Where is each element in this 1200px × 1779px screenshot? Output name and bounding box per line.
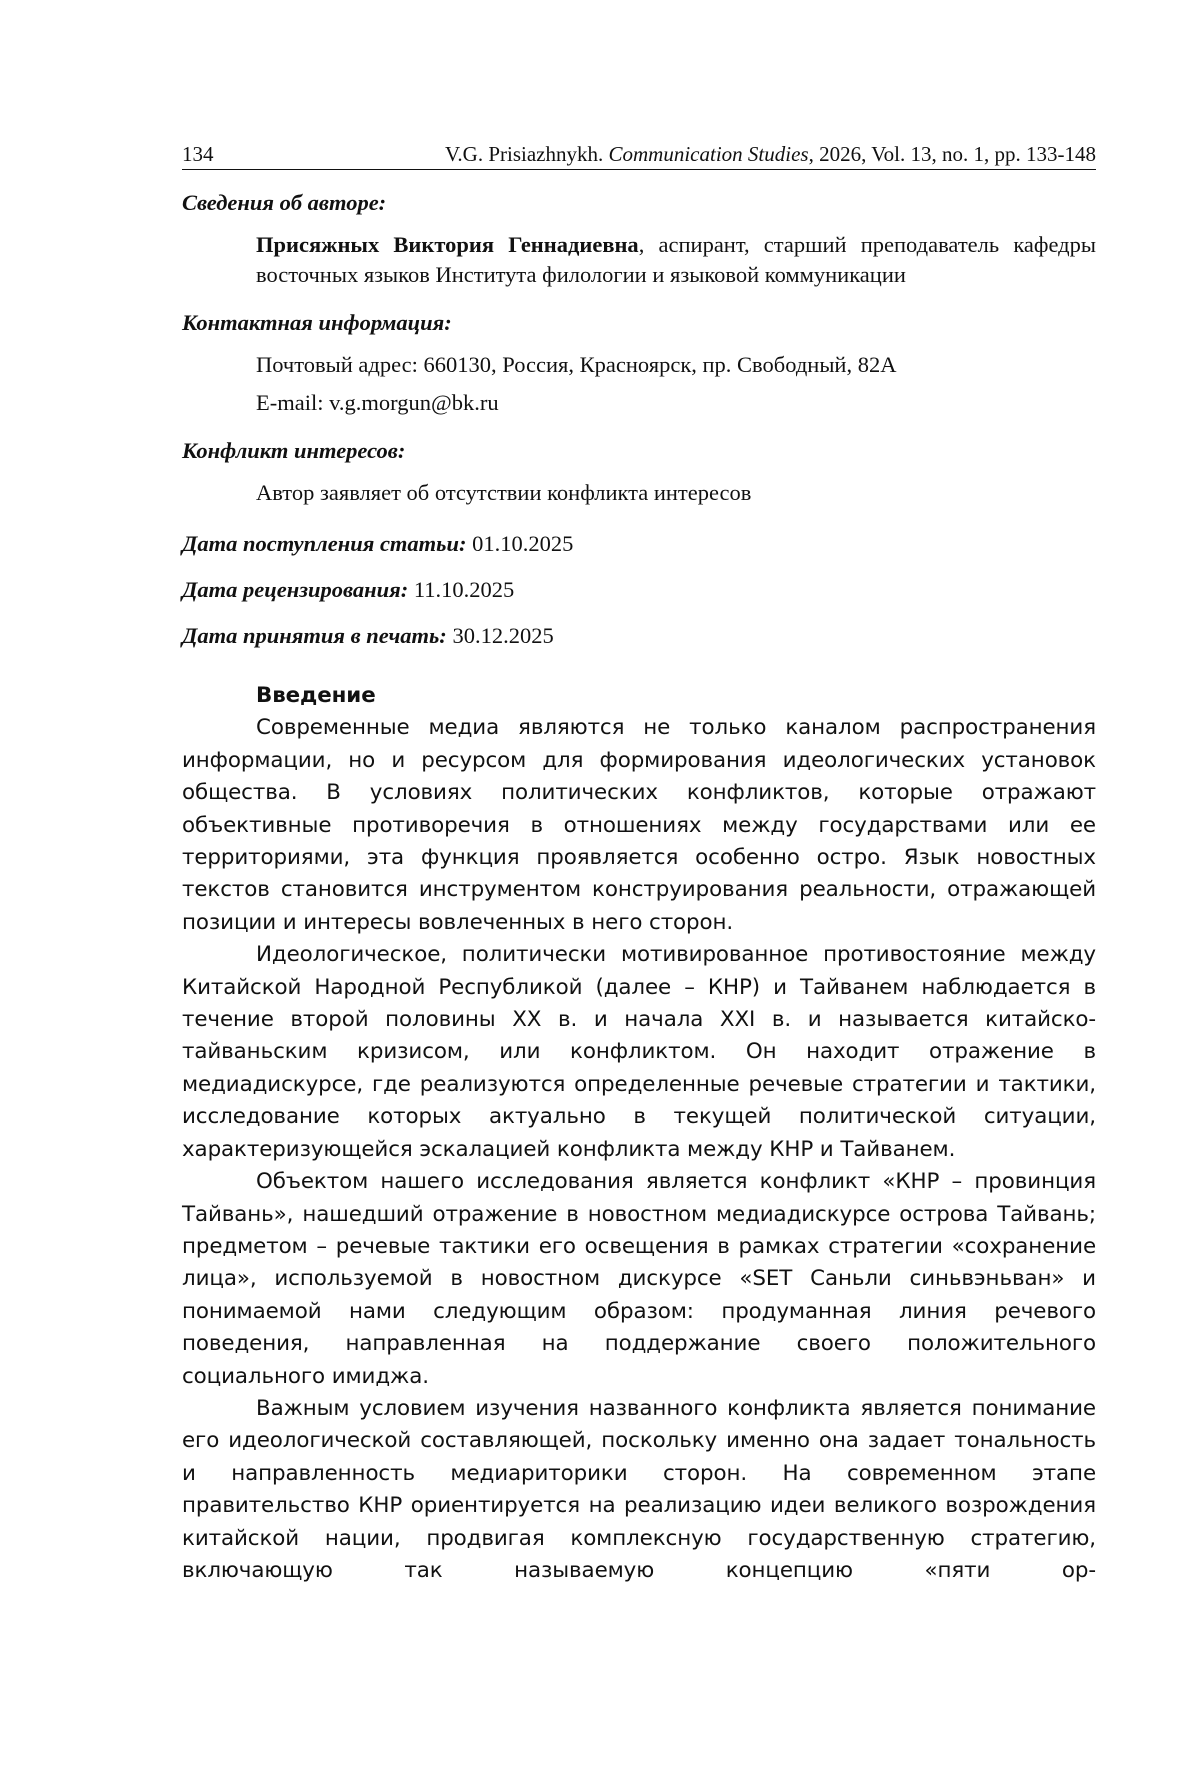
date-received-value: 01.10.2025 — [466, 531, 574, 556]
page — [182, 140, 1096, 1587]
postal-address: Почтовый адрес: 660130, Россия, Красноярск, пр. Свободный, 82А — [256, 352, 897, 377]
paragraph: Современные медиа являются не только каналом распространения информации, но и ресурсом для формирования идеологических установок общества. В условиях политических конфликтов, которые отражают объективные противоречия в отношениях между государствами или ее территориями, эта функция проявляется особенно остро. Язык новостных текстов становится инструментом конструирования реальности, отражающей позиции и интересы вовлеченных в него сторон. — [182, 715, 1096, 935]
introduction-section — [182, 680, 1096, 1587]
author-info-heading: Сведения об авторе: — [182, 190, 387, 215]
conflict-statement: Автор заявляет об отсутствии конфликта интересов — [256, 480, 752, 505]
date-reviewed-label: Дата рецензирования: — [182, 577, 409, 602]
section-title: Введение — [256, 683, 376, 708]
author-description: , аспирант, старший преподаватель кафедры восточных языков Института филологии и языковой коммуникации — [256, 232, 1096, 287]
email-address: E-mail: v.g.morgun@bk.ru — [256, 390, 499, 415]
date-accepted — [182, 620, 1096, 652]
paragraph: Важным условием изучения названного конфликта является понимание его идеологической составляющей, поскольку именно она задает тональность и направленность медиариторики сторон. На современном этапе правительство КНР ориентируется на реализацию идеи великого возрождения китайской нации, продвигая комплексную государственную стратегию, включающую так называемую концепцию «пяти ор- — [182, 1395, 1096, 1583]
page-number: 134 — [182, 142, 214, 166]
contact-heading: Контактная информация: — [182, 310, 452, 335]
paragraph: Идеологическое, политически мотивированное противостояние между Китайской Народной Республикой (далее – КНР) и Тайванем наблюдается в течение второй половины XX в. и начала XXI в. и называется китайско-тайваньским кризисом, или конфликтом. Он находит отражение в медиадискурсе, где реализуются определенные речевые стратегии и тактики, исследование которых актуально в текущей политической ситуации, характеризующейся эскалацией конфликта между КНР и Тайванем. — [182, 942, 1096, 1162]
citation-tail: , 2026, Vol. 13, no. 1, pp. 133-148 — [808, 142, 1096, 166]
date-accepted-label: Дата принятия в печать: — [182, 623, 447, 648]
citation-author: V.G. Prisiazhnykh. — [444, 142, 609, 166]
journal-citation — [445, 140, 1096, 168]
date-reviewed-value: 11.10.2025 — [408, 577, 515, 602]
article-metadata — [182, 188, 1096, 652]
date-received — [182, 528, 1096, 560]
running-header — [182, 140, 1096, 170]
citation-journal: Communication Studies — [608, 142, 809, 166]
author-info — [182, 230, 1096, 290]
paragraph: Объектом нашего исследования является конфликт «КНР – провинция Тайвань», нашедший отражение в новостном медиадискурсе острова Тайвань; предметом – речевые тактики его освещения в рамках стратегии «сохранение лица», используемой в новостном дискурсе «SET Саньли синьвэньван» и понимаемой нами следующим образом: продуманная линия речевого поведения, направленная на поддержание своего положительного социального имиджа. — [182, 1169, 1096, 1389]
conflict-heading: Конфликт интересов: — [182, 438, 406, 463]
author-name: Присяжных Виктория Геннадиевна — [256, 232, 639, 257]
date-accepted-value: 30.12.2025 — [446, 623, 554, 648]
date-reviewed — [182, 574, 1096, 606]
date-received-label: Дата поступления статьи: — [182, 531, 467, 556]
